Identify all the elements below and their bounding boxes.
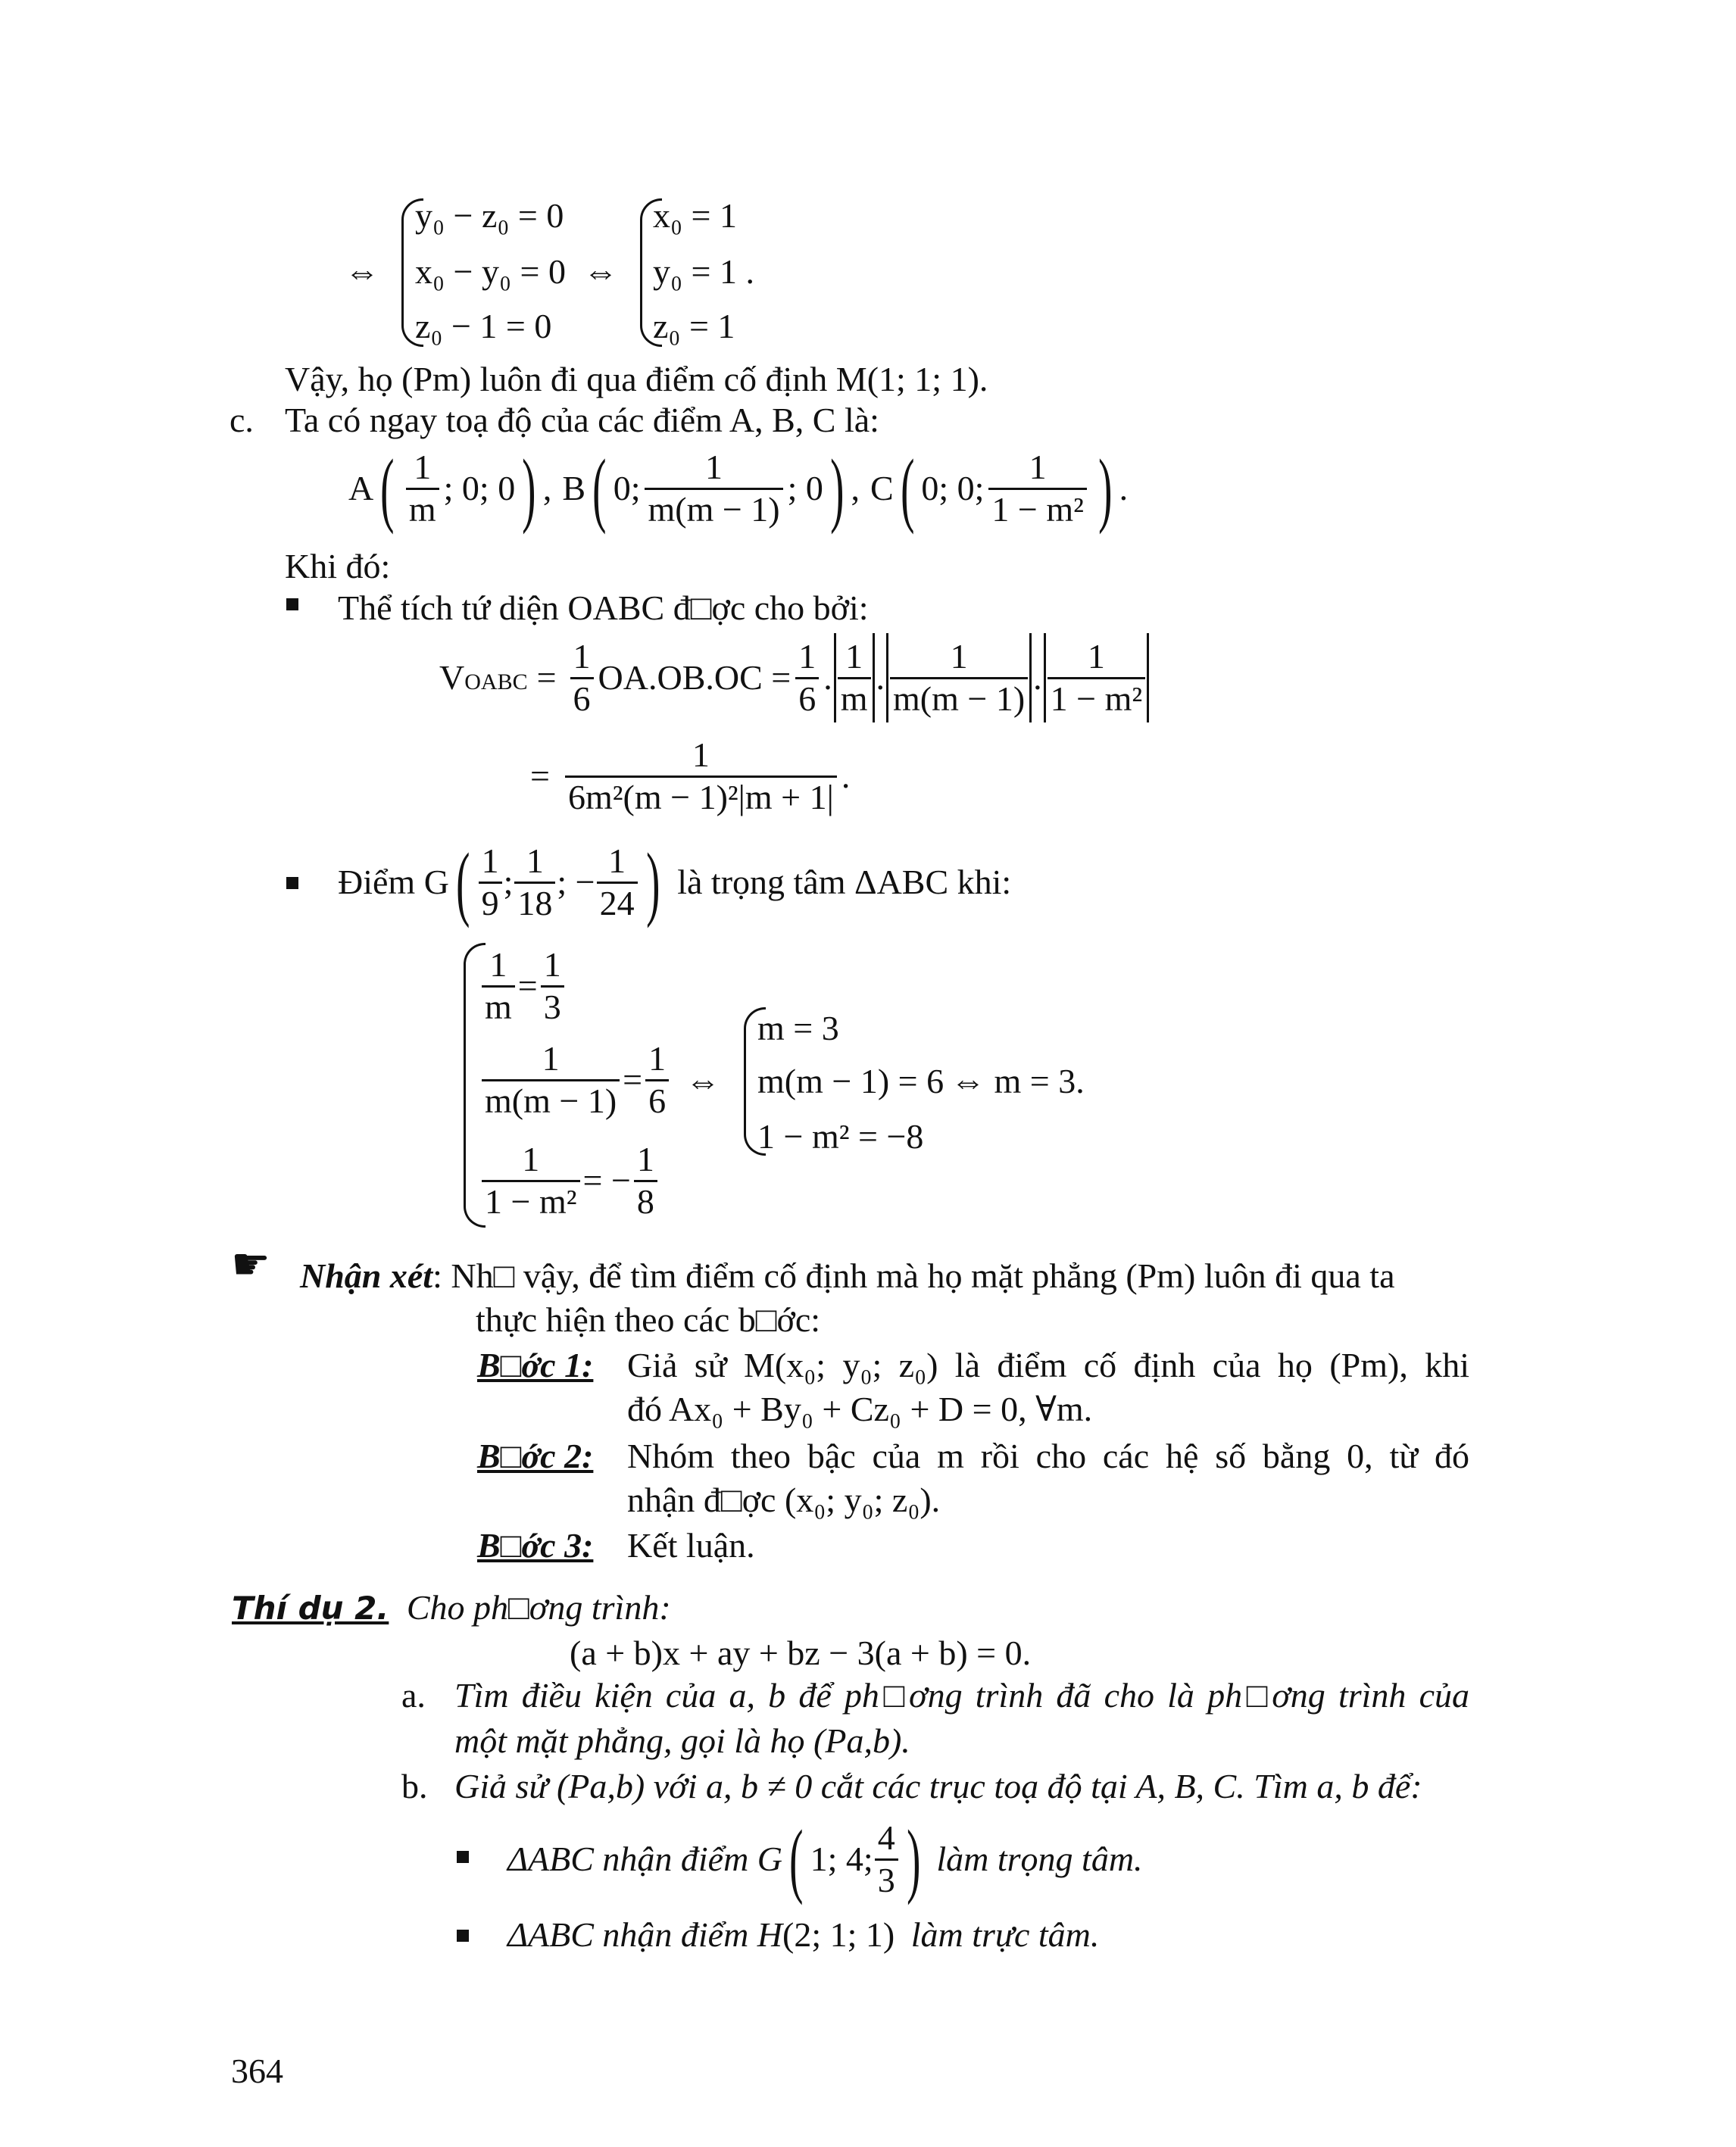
coord-text: 0; [613, 468, 641, 507]
item-text: Giả sử (Pa,b) với a, b ≠ 0 cắt các trục toạ độ tại A, B, C. Tìm a, b để: [454, 1767, 1422, 1805]
system-line [479, 945, 567, 1028]
abs-bar [1147, 633, 1149, 722]
fraction: $\frac{1}{8}$ [634, 1140, 657, 1222]
fraction: $\frac{1}{m(m - 1)}$ [890, 637, 1028, 719]
abs-bar [834, 633, 836, 722]
point-C: C [870, 468, 894, 507]
iff-symbol: ⇔ [583, 252, 618, 291]
fraction: $\frac{1}{m(m - 1)}$ [645, 448, 782, 530]
step-label: B□ớc 3: [477, 1526, 594, 1565]
part-label: c. [229, 401, 254, 439]
fraction: $\frac{1}{m(m - 1)}$ [482, 1039, 620, 1122]
example-equation: (a + b)x + ay + bz − 3(a + b) = 0. [570, 1634, 1032, 1672]
step-text: Kết luận. [627, 1526, 755, 1565]
equals: = [536, 658, 557, 697]
end-dot: . [841, 757, 851, 795]
pointing-hand-icon: ☛ [231, 1238, 270, 1290]
left-paren: ( [789, 1813, 804, 1905]
step-label: B□ớc 1: [477, 1346, 594, 1384]
left-paren: ( [900, 442, 915, 535]
item-label: b. [401, 1767, 428, 1805]
system-line: y₀ − z₀ = 0 [415, 196, 564, 235]
dot: . [1033, 658, 1042, 697]
fraction: $\frac{1}{6}$ [570, 637, 594, 719]
remark-title: Nhận xét [300, 1256, 433, 1295]
separator: ; − [557, 863, 595, 901]
system-line: x₀ = 1 [653, 196, 737, 235]
right-paren: ) [830, 442, 845, 535]
fraction: $\frac{1}{\text{6m²(m − 1)²|m + 1|}}$ [565, 735, 837, 818]
iff-symbol: ⇔ [685, 1062, 720, 1100]
system-line: z₀ − 1 = 0 [415, 307, 552, 345]
system-line [479, 1039, 672, 1122]
centroid-text: Điểm G [338, 863, 449, 901]
fraction: $\frac{1}{6}$ [645, 1039, 669, 1122]
abs-bar [873, 633, 875, 722]
remark-line-2: thực hiện theo các b□ớc: [476, 1300, 821, 1339]
fraction: $\frac{1}{m}$ [838, 637, 871, 719]
product-text: OA.OB.OC = [598, 658, 792, 697]
bullet-text: ΔABC nhận điểm G [507, 1840, 783, 1878]
volume-subscript: OABC [464, 669, 528, 694]
fraction: $\frac{1}{6}$ [795, 637, 819, 719]
right-paren: ) [906, 1813, 921, 1905]
item-text: Tìm điều kiện của a, b để ph□ơng trình đã cho là ph□ơng trình của [454, 1676, 1469, 1715]
coord-text: (2; 1; 1) [782, 1915, 895, 1954]
fraction: $\frac{1}{9}$ [479, 841, 502, 924]
bullet-text: làm trọng tâm. [936, 1840, 1143, 1878]
page-number: 364 [231, 2052, 283, 2090]
coord-text: 0; 0; [921, 468, 985, 507]
fraction: $\frac{1}{24}$ [597, 841, 638, 924]
point-A: A [348, 468, 374, 507]
left-paren: ( [592, 442, 607, 535]
fraction: $\frac{1}{18}$ [514, 841, 555, 924]
coord-text: ; 0; 0 [443, 468, 516, 507]
separator: ; [503, 863, 514, 901]
dot: . [823, 658, 832, 697]
bullet-line [507, 1915, 1100, 1954]
right-paren: ) [1098, 442, 1113, 535]
bullet-icon [286, 877, 298, 889]
volume-result [530, 731, 850, 822]
equals: = − [582, 1161, 631, 1200]
centroid-line [338, 837, 1011, 928]
khi-do-text: Khi đó: [285, 547, 391, 585]
system-line: 1 − m² = −8 [757, 1117, 924, 1156]
iff-symbol: ⇔ [345, 252, 379, 291]
separator: , [851, 468, 860, 507]
centroid-text: là trọng tâm ΔABC khi: [677, 863, 1012, 901]
bullet-text: ΔABC nhận điểm H [507, 1915, 783, 1954]
bullet-icon [286, 598, 298, 610]
part-text: Ta có ngay toạ độ của các điểm A, B, C là: [285, 401, 879, 439]
abs-bar [1029, 633, 1032, 722]
fraction: $\frac{4}{3}$ [875, 1818, 898, 1901]
step-text: nhận đ□ợc (x₀; y₀; z₀). [627, 1481, 941, 1519]
bullet-icon [457, 1930, 469, 1942]
example-heading: Thí dụ 2. [232, 1590, 389, 1627]
bullet-text: Thể tích tứ diện OABC đ□ợc cho bởi: [338, 588, 869, 627]
fraction: $\frac{1}{m}$ [482, 945, 515, 1028]
system-line [479, 1140, 660, 1222]
left-paren: ( [456, 836, 470, 928]
fraction: $\frac{1}{3}$ [541, 945, 564, 1028]
equals: = [517, 966, 538, 1006]
volume-formula [439, 632, 1151, 723]
fraction: $\frac{1}{\text{1 − m²}}$ [988, 448, 1087, 530]
right-paren: ) [645, 836, 660, 928]
point-B: B [562, 468, 586, 507]
system-line: y₀ = 1 . [653, 252, 754, 291]
step-label: B□ớc 2: [477, 1437, 594, 1475]
bullet-icon [457, 1851, 469, 1863]
equals: = [623, 1060, 643, 1100]
step-text: Nhóm theo bậc của m rồi cho các hệ số bằng 0, từ đó [627, 1437, 1469, 1475]
system-line: m = 3 [757, 1009, 839, 1047]
bullet-line [507, 1814, 1143, 1905]
system-line: z₀ = 1 [653, 307, 735, 345]
dot: . [876, 658, 885, 697]
remark-line-1 [300, 1256, 1395, 1295]
equals: = [530, 757, 550, 795]
system-line: x₀ − y₀ = 0 [415, 252, 566, 291]
final-result: ⇔ m = 3. [951, 1062, 1085, 1100]
point-coordinates [348, 442, 1129, 535]
separator: , [542, 468, 552, 507]
coord-text: ; 0 [787, 468, 823, 507]
abs-bar [886, 633, 888, 722]
remark-text: : Nh□ vậy, để tìm điểm cố định mà họ mặt phẳng (Pm) luôn đi qua ta [432, 1256, 1395, 1295]
step-text: đó Ax₀ + By₀ + Cz₀ + D = 0, ∀m. [627, 1390, 1093, 1428]
fraction: $\frac{1}{\text{1 − m²}}$ [482, 1140, 580, 1222]
right-paren: ) [522, 442, 536, 535]
fraction: $\frac{1}{\text{1 − m²}}$ [1048, 637, 1146, 719]
system-line: m(m − 1) = 6 [757, 1062, 944, 1100]
example-line [232, 1590, 671, 1625]
bullet-text: làm trực tâm. [910, 1915, 1100, 1954]
coord-text: 1; 4; [810, 1840, 873, 1878]
item-text: một mặt phẳng, gọi là họ (Pa,b). [454, 1721, 910, 1760]
abs-bar [1044, 633, 1046, 722]
fraction: $\frac{1}{m}$ [406, 448, 439, 530]
conclusion-text: Vậy, họ (Pm) luôn đi qua điểm cố định M(1; 1; 1). [285, 360, 988, 398]
volume-symbol: V [439, 658, 465, 697]
step-text: Giả sử M(x₀; y₀; z₀) là điểm cố định của họ (Pm), khi [627, 1346, 1469, 1384]
example-intro: Cho ph□ơng trình: [406, 1588, 671, 1627]
end-dot: . [1119, 468, 1129, 507]
left-paren: ( [380, 442, 395, 535]
item-label: a. [401, 1676, 426, 1715]
